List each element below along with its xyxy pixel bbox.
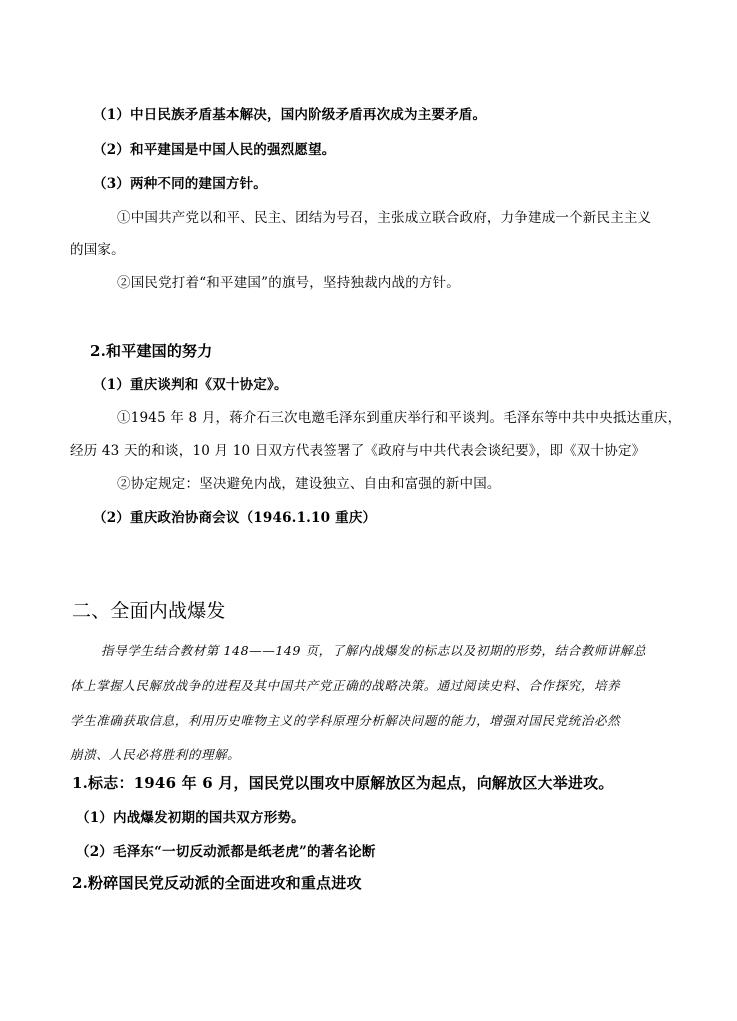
intro-line-4: 崩溃、人民必将胜利的理解。 — [70, 747, 241, 762]
item-paper-tiger: （2）毛泽东“一切反动派都是纸老虎”的著名论断 — [76, 844, 376, 860]
paragraph-negotiation-line2: 经历 43 天的和谈，10 月 10 日双方代表签署了《政府与中共代表会谈纪要》，即《双十协定》 — [70, 443, 646, 459]
paragraph-ccp-policy-line2: 的国家。 — [70, 242, 125, 258]
section-title-civil-war: 二、全面内战爆发 — [72, 600, 226, 622]
paragraph-agreement-terms: ②协定规定：坚决避免内战，建设独立、自由和富强的新中国。 — [117, 476, 501, 492]
intro-line-3: 学生准确获取信息，利用历史唯物主义的学科原理分析解决问题的能力，增强对国民党统治必然 — [70, 713, 621, 728]
item-chongqing-negotiation: （1）重庆谈判和《双十协定》。 — [93, 377, 288, 393]
paragraph-ccp-policy-line1: ①中国共产党以和平、民主、团结为号召，主张成立联合政府，力争建成一个新民主主义 — [117, 210, 652, 226]
heading-peace-efforts: 2.和平建国的努力 — [90, 342, 213, 360]
item-initial-situation: （1）内战爆发初期的国共双方形势。 — [76, 810, 305, 826]
item-two-policies: （3）两种不同的建国方针。 — [93, 176, 267, 192]
paragraph-kmt-policy: ②国民党打着“和平建国”的旗号，坚持独裁内战的方针。 — [117, 275, 461, 291]
item-peace-wish: （2）和平建国是中国人民的强烈愿望。 — [93, 142, 336, 158]
item-contradiction: （1）中日民族矛盾基本解决，国内阶级矛盾再次成为主要矛盾。 — [93, 107, 487, 123]
intro-line-1: 指导学生结合教材第 148——149 页，了解内战爆发的标志以及初期的形势，结合教师讲解总 — [101, 643, 647, 658]
paragraph-negotiation-line1: ①1945 年 8 月，蒋介石三次电邀毛泽东到重庆举行和平谈判。毛泽东等中共中央抵达重庆， — [117, 410, 682, 426]
intro-line-2: 体上掌握人民解放战争的进程及其中国共产党正确的战略决策。通过阅读史料、合作探究，培养 — [70, 678, 621, 693]
point-outbreak-sign: 1.标志：1946 年 6 月，国民党以围攻中原解放区为起点，向解放区大举进攻。 — [72, 774, 614, 792]
point-defeat-offensive: 2.粉碎国民党反动派的全面进攻和重点进攻 — [72, 874, 362, 892]
item-political-consultation: （2）重庆政治协商会议（1946.1.10 重庆） — [93, 510, 377, 526]
